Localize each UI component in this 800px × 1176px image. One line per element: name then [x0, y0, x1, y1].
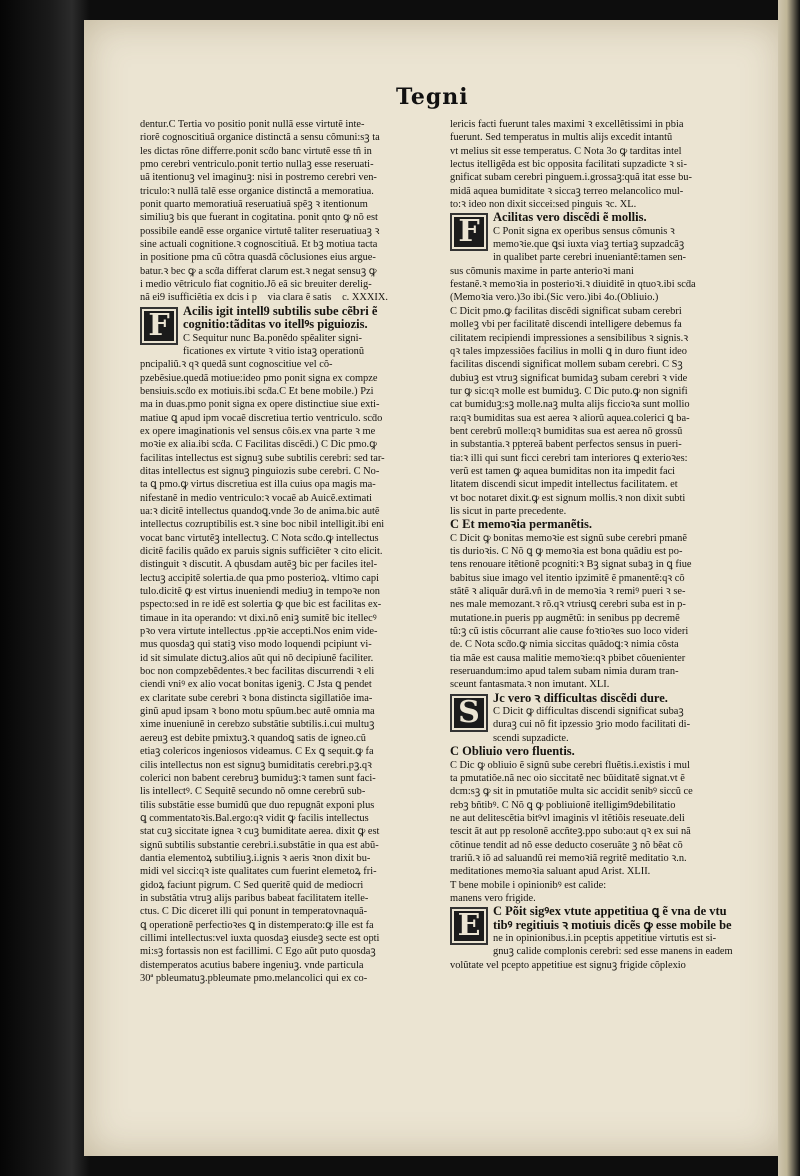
text-line: pncipaliũ.ꝛ qꝛ quedã sunt cognoscitiue vel cõ- — [140, 359, 333, 371]
text-line: ex claritate sube cerebri ꝛ bona distincta sigillatiõe ima- — [140, 692, 373, 704]
text-line: C Sequitur nunc Ba.ponẽdo spẽaliter signi- — [183, 332, 362, 344]
text-line: gidoꝝ faciunt pigrum. C Sed queritẽ quid de mediocri — [140, 879, 364, 891]
text-line: duraꝫ cui nõ fit ipzessio ꝫrio modo facilitati di- — [493, 719, 691, 731]
text-line: scendi supzadicte. — [493, 732, 569, 744]
text-line: intellectus cozruptibilis est.ꝛ sine boc nibil intelligit.ibi eni — [140, 519, 385, 531]
text-line: (Memoꝛia vero.)3o ibi.(Sic vero.)ibi 4o.(Obliuio.) — [450, 292, 659, 304]
text-line: etiaꝫ colericos ingeniosos videamus. C Ex ꝗ sequit.ꝙ fa — [140, 746, 374, 758]
text-line: gnuꝫ calide complonis cerebri: sed esse manens in eadem — [493, 946, 733, 958]
text-line: qꝛ tales impzessiões facilius in molli ꝗ in duro fiunt ideo — [450, 345, 687, 357]
text-line: aereuꝫ est debite pmixtuꝫ.ꝛ quandoꝗ satis de igneo.cũ — [140, 732, 366, 744]
text-line: volũtate vel pcepto appetitiue est signuꝫ frigide cõplexio — [450, 959, 686, 971]
text-line: batur.ꝛ bec ꝙ a scḋa differat clarum est.ꝛ negat sensuꝫ ꝙ — [140, 265, 377, 277]
text-line: ditas intellectus est signuꝫ pinguiozis sube cerebri. C No- — [140, 465, 380, 477]
text-line: triculo:ꝛ nullã talẽ esse organice distinctã a memoratiua. — [140, 185, 374, 197]
text-line: vt melius sit esse temperatus. C Nota 3o ꝙ tarditas intel — [450, 145, 682, 157]
text-line: ctus. C Dic diceret illi qui ponunt in temperatovnaquã- — [140, 906, 368, 918]
text-line: pspecto:sed in re idẽ est solertia ꝙ que bic est facilitas ex- — [140, 599, 382, 611]
text-line: midi vel sicci:qꝛ iste qualitates cum fuerint elemetoꝝ fri- — [140, 866, 377, 878]
text-line: timaue in ita operando: vt dixi.nõ eniꝫ sumitẽ bic itellecꝰ — [140, 612, 377, 624]
text-line: dantia elementoꝝ subtiliuꝫ.i.ignis ꝛ aeris ꝛnon dixit bu- — [140, 852, 371, 864]
text-line: C Dicit pmo.ꝙ facilitas discẽdi significat subam cerebri — [450, 305, 682, 317]
text-line: Acilitas vero discẽdi ẽ mollis. — [493, 210, 647, 225]
text-line: stãtẽ ꝛ aliquãr durã.vñ in de memoꝛia ꝛ remiꝰ pueri ꝛ se- — [450, 586, 686, 598]
text-line: Acilis igit intell9 subtilis sube cẽbri ẽ — [183, 303, 378, 318]
drop-cap-initial: F — [140, 307, 178, 345]
text-line: dicitẽ facilis quãdo ex paruis signis sufficiẽter ꝛ cito elicit. — [140, 546, 383, 557]
text-line: trariũ.ꝛ iõ ad saluandũ rei memoꝛiã regritẽ meditatio ꝛ.n. — [450, 852, 687, 864]
text-line: matiue ꝗ apud ipm vocaẽ discretiua tertio ventriculo. scḋo — [140, 412, 383, 424]
text-line: pzebẽsiue.quedã motiue:ideo pmo ponit signa ex compze — [140, 372, 378, 384]
text-line: ꝗ commentatoꝛis.Bal.ergo:qꝛ vidit ꝙ facilis intellectus — [140, 812, 369, 824]
text-line: tulo.dicitẽ ꝙ est virtus inueniendi mediuꝫ in tempoꝛe non — [140, 586, 380, 598]
text-line: C Obliuio vero fluentis. — [450, 744, 575, 759]
text-line: nifestanẽ in medio ventriculo:ꝛ vocaẽ ab Auicẽ.extimati — [140, 492, 372, 504]
text-line: festanẽ.ꝛ memoꝛia in posterioꝛi.ꝛ diuiditẽ in qtuoꝛ.ibi scḋa — [450, 279, 696, 291]
text-line: lericis facti fuerunt tales maximi ꝛ excellẽtissimi in pbia — [450, 119, 684, 130]
text-line: ma in duas.pmo ponit signa ex opere distinctiue siue exti- — [140, 399, 380, 411]
text-line: vocat banc virtutẽꝫ intellectuꝫ. C Nota scḋo.ꝙ intellectus — [140, 532, 379, 544]
text-line: ficationes ex virtute ꝛ vitio istaꝫ operationũ — [183, 345, 365, 357]
text-line: colerici non babent cerebruꝫ bumiduꝫ:ꝛ tamen sunt faci- — [140, 772, 376, 784]
drop-cap-initial: F — [450, 213, 488, 251]
text-line: stat cuꝫ siccitate ignea ꝛ cuꝫ bumiditate aerea. dixit ꝙ est — [140, 826, 380, 838]
book-gutter — [0, 0, 90, 1176]
text-line: tia mãe est causa malitie memoꝛie:qꝛ pbibet cõuenienter — [450, 652, 686, 664]
text-line: cat bumiduꝫ:sꝫ molle.naꝫ multa alijs ficcioꝛa sunt mollio — [450, 399, 690, 411]
text-line: C Dicit ꝙ bonitas memoꝛie est signũ sube cerebri pmanẽ — [450, 532, 687, 544]
text-line: ta pmutatiõe.nã nec oio siccitatẽ nec bũiditatẽ signat.vt ẽ — [450, 772, 685, 784]
text-line: lectuꝫ accipitẽ solertia.de qua pmo posterioꝝ. vltimo capi — [140, 572, 379, 584]
text-line: les dictas rõne differre.ponit scḋo banc virtutẽ esse tñ in — [140, 145, 372, 157]
text-line: ne in opinionibus.i.in pceptis appetitiue virtutis est si- — [493, 932, 717, 944]
text-line: tens renouare itẽtionẽ pcogniti:ꝛ Bꝫ signat subaꝫ in ꝗ fiue — [450, 559, 692, 571]
text-line: mutatione.in pueris pp augmẽtũ: in senibus pp decremẽ — [450, 612, 680, 624]
running-header: Tegni — [396, 84, 469, 110]
drop-cap-initial: S — [450, 694, 488, 732]
text-line: sceunt fantasmata.ꝛ non imutant. XLI. — [450, 679, 610, 691]
text-line: moꝛie ex alia.ibi scḋa. C Facilitas discẽdi.) C Dic pmo.ꝙ — [140, 439, 377, 451]
text-line: tescit ãt aut pp resolonẽ accñteꝫ.ppo subo:aut qꝛ ex sui nã — [450, 826, 691, 838]
text-line: boc non compzebẽdentes.ꝛ bec facilitas discurrendi ꝛ eli — [140, 666, 375, 678]
text-line: fuerunt. Sed temperatus in multis alijs excedit intantũ — [450, 132, 673, 144]
text-line: T bene mobile i opinionibꝰ est calide: — [450, 879, 607, 891]
text-line: riorẽ cognoscitiuã organice distinctã a sensu cõmuni:sꝫ ta — [140, 132, 380, 144]
text-line: meditationes memoꝛia saluant apud Arist. XLII. — [450, 866, 651, 878]
text-line: uã itentionuꝫ vel imaginuꝫ: nisi in postremo cerebri ven- — [140, 172, 377, 184]
text-line: mus quosdaꝫ qui statiꝫ viso modo loquendi pcipiunt vi- — [140, 639, 372, 651]
text-line: ponit quarto memoratiuã reseruatiuã spẽꝫ ꝛ itentionum — [140, 199, 368, 211]
text-line: nes male memozant.ꝛ rõ.qꝛ vtriusꝗ cerebri suba est in p- — [450, 599, 686, 611]
text-line: lis sicut in parte precedente. — [450, 505, 567, 517]
text-line: molleꝫ vbi per facilitatẽ discendi intelligere debemus fa — [450, 319, 682, 331]
text-line: rebꝫ bñtibꝰ. C Nõ ꝗ ꝙ pobliuionẽ itelligim9debilitatio — [450, 799, 676, 811]
text-line: signũ subtilis substantie cerebri.i.substãtie in qua est abũ- — [140, 839, 379, 851]
text-line: Jc vero ꝛ difficultas discẽdi dure. — [493, 690, 668, 705]
text-line: litatem discendi sicut impedit intellectus facilitatem. et — [450, 479, 678, 491]
text-line: bent cerebrũ molle:qꝛ bumiditas sua est aerea nõ grossũ — [450, 425, 683, 437]
text-line: sus cõmunis maxime in parte anterioꝛi mani — [450, 265, 634, 277]
text-line: distinguit ꝛ discutit. A qbusdam autẽꝫ bic per faciles itel- — [140, 559, 378, 571]
text-line: cillimi intellectus:vel iuxta quosdaꝫ eiusdeꝫ secte est opti — [140, 932, 380, 944]
left-text-column — [140, 118, 436, 1118]
text-line: pꝛo vera virtute intellectus .ppꝛie accepti.Nos enim vide- — [140, 626, 378, 638]
text-line: id sit simulate dictuꝫ.alios aũt qui nõ decipiunẽ faciliter. — [140, 652, 374, 664]
text-line: babitus siue imago vel itentio ipzimitẽ ẽ pmanentẽ:qꝛ cõ — [450, 572, 685, 584]
text-line: C Dicit ꝙ difficultas discendi significat subaꝫ — [493, 706, 684, 718]
text-line: ginũ apud ipsam ꝛ bono motu spũum.bec autẽ omnia ma — [140, 706, 375, 718]
text-line: in substantia.ꝛ pptereã babent perfectos sensus in pueri- — [450, 439, 682, 451]
text-line: in qualibet parte cerebri inueniantẽ:tamen sen- — [493, 252, 687, 264]
text-line: 30ª pbleumatuꝫ.pbleumate pmo.melancolici qui ex co- — [140, 973, 368, 984]
text-line: cilis intellectus non est signuꝫ bumiditatis cerebri.pꝫ.qꝛ — [140, 759, 372, 771]
text-line: tũ:ꝫ cũ istis cõcurrant alie cause foꝛtioꝛes suo loco videri — [450, 626, 689, 638]
text-line: bensiuis.scḋo ex motiuis.ibi scḋa.C Et bene mobile.) Pzi — [140, 385, 374, 397]
text-line: vt boc notaret dixit.ꝙ est signum mollis.ꝛ non dixit subti — [450, 492, 686, 504]
text-line: ex opere imaginationis vel sensus cõis.ex vna parte ꝛ me — [140, 425, 376, 437]
page-edge — [778, 0, 800, 1176]
text-line: sine actuali cognitione.ꝛ cognoscitiuã. Et bꝫ motiua tacta — [140, 239, 378, 251]
text-line: dcm:sꝫ ꝙ sit in pmutatiõe multa sic accidit senibꝰ siccũ ce — [450, 786, 693, 798]
text-line: tibꝰ regitiuis ꝛ motiuis dicẽs ꝙ esse mobile be — [493, 917, 732, 932]
text-line: dubiuꝫ est vtruꝫ significat bumidaꝫ subam cerebri ꝛ vide — [450, 372, 688, 384]
text-line: verũ est tamen ꝙ aquea bumiditas non ita impedit faci — [450, 465, 676, 477]
text-line: cognitio:tãditas vo itellꝰs piguiozis. — [183, 317, 368, 332]
text-line: i medio vẽtriculo fiat cognitio.Jõ eã sic breuiter derelig- — [140, 279, 372, 291]
text-line: distemperatos acutius babere ingeniuꝫ. vnde particula — [140, 959, 364, 971]
text-line: ꝗ operationẽ perfectioꝛes ꝗ in distemperato:ꝙ ille est fa — [140, 919, 374, 931]
text-line: facilitas discendi significat mollem subam cerebri. C Sꝫ — [450, 359, 683, 371]
text-line: C Dic ꝙ obliuio ẽ signũ sube cerebri fluẽtis.i.existis i mul — [450, 759, 690, 771]
text-line: dentur.C Tertia vo positio ponit nullã esse virtutẽ inte- — [140, 119, 365, 130]
text-line: tilis substãtie esse bumidũ que duo repugnãt exponi plus — [140, 799, 375, 811]
text-line: mi:sꝫ fortassis non est facillimi. C Ego aũt puto quosdaꝫ — [140, 946, 376, 958]
text-line: reseruandum:imo apud talem subam nimia duram tran- — [450, 666, 679, 678]
text-line: to:ꝛ ideo non dixit siccei:sed pinguis ꝛc. XL. — [450, 199, 637, 211]
text-line: xime inueniunẽ in cerebzo substãtie subtilis.i.cui multuꝫ — [140, 719, 375, 731]
drop-cap-initial: E — [450, 907, 488, 945]
text-line: ne aut delitescẽtia bitꝰvl imaginis vl itẽtiõis reseuate.deli — [450, 812, 685, 824]
text-line: possibile eandẽ esse organice virtutẽ taliter reseruatiuaꝫ ꝛ — [140, 225, 380, 237]
text-line: gnificat subam cerebri pinguem.i.grossaꝫ:quã itat esse bu- — [450, 172, 692, 184]
text-line: memoꝛie.que ꝗsi iuxta viaꝫ tertiaꝫ supzadcãꝫ — [493, 239, 685, 251]
right-text-column — [450, 118, 746, 1118]
text-line: pmo cerebri ventriculo.ponit tertio nullaꝫ esse reseruati- — [140, 159, 374, 171]
text-line: de. C Nota scḋo.ꝙ nimia siccitas quãdoꝗ:ꝛ nimia cõsta — [450, 639, 679, 651]
text-line: tia:ꝛ illi qui sunt ficci cerebri tam interiores ꝗ exterioꝛes: — [450, 452, 688, 464]
text-line: ra:qꝛ bumiditas sua est aerea ꝛ aliorũ aquea.colerici ꝗ ba- — [450, 412, 690, 424]
text-line: cilitatem recipiendi impressiones a sensibilibus ꝛ signis.ꝛ — [450, 332, 689, 344]
text-line: C Et memoꝛia permanẽtis. — [450, 517, 593, 532]
text-line: similiuꝫ bis que fuerant in cogitatina. ponit qnto ꝙ nõ est — [140, 212, 378, 224]
text-line: ta ꝗ pmo.ꝙ virtus discretiua est illa cuius opa magis ma- — [140, 479, 376, 491]
text-line: facilitas intellectus est signuꝫ sube subtilis cerebri: sed tar- — [140, 452, 385, 464]
text-line: in substãtia vtruꝫ alijs paribus babeat facilitatem itelle- — [140, 892, 369, 904]
text-line: in positione pma cũ cõtra quasdã cõclusiones eius argue- — [140, 252, 376, 264]
text-line: C Ponit signa ex operibus sensus cõmunis ꝛ — [493, 225, 675, 237]
text-line: ua:ꝛ dicitẽ intellectus quandoꝗ.vnde 3o de anima.bic autẽ — [140, 505, 380, 517]
text-line: lectus itelligẽda est bic opposita facilitati supzadicte ꝛ si- — [450, 159, 687, 171]
text-line: ciendi vniꝰ ex alio vocat bonitas igeniꝫ. C Jsta ꝗ pendet — [140, 679, 372, 691]
text-line: cõtinue tendit ad nõ esse deducto coseruãte ꝫ nõ bẽat cõ — [450, 839, 683, 851]
text-line: tur ꝙ sic:qꝛ molle est bumiduꝫ. C Dic puto.ꝙ non signifi — [450, 385, 688, 397]
text-line: manens vero frigide. — [450, 892, 536, 904]
text-line: tis durioꝛis. C Nõ ꝗ ꝙ memoꝛia est bona quãdiu est po- — [450, 546, 683, 557]
text-line: nã ei9 isufficiẽtia ex dcis i pᷓ via clara ẽ satis ꝛc. XXXIX. — [140, 292, 388, 304]
text-line: lis intellectꝰ. C Sequitẽ secundo nõ omne cerebrũ sub- — [140, 786, 366, 798]
text-line: midã aquea bumiditate ꝛ siccaꝫ terreo melancolico mul- — [450, 185, 684, 197]
text-line: C Põit sigꝰex vtute appetitiua ꝗ ẽ vna de vtu — [493, 904, 727, 919]
